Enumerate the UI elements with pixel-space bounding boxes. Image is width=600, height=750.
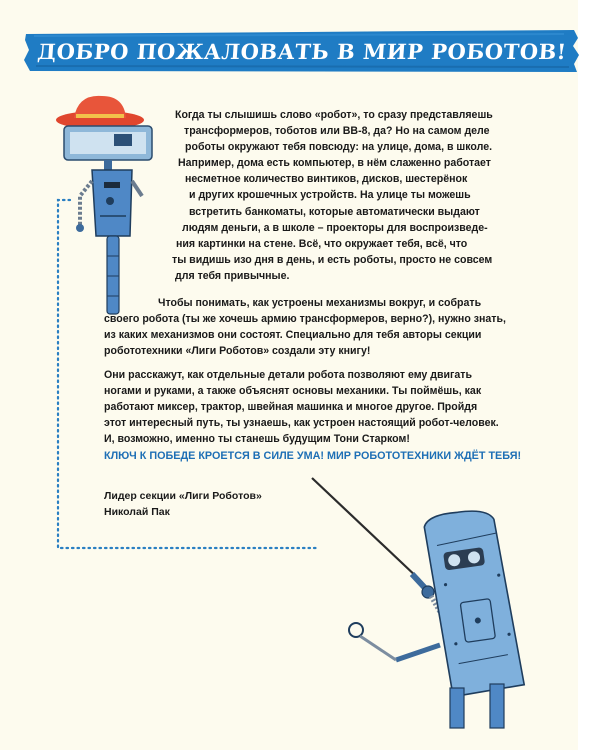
text-line: Они расскажут, как отдельные детали робота позволяют ему двигать <box>104 369 472 381</box>
text-line: И, возможно, именно ты станешь будущим Тони Старком! <box>104 433 410 446</box>
second-paragraph <box>0 295 600 359</box>
text-line: из каких механизмов они состоят. Специально для тебя авторы секции <box>104 329 482 342</box>
slogan-text: КЛЮЧ К ПОБЕДЕ КРОЕТСЯ В СИЛЕ УМА! МИР РОБОТОТЕХНИКИ ЖДЁТ ТЕБЯ! <box>104 450 522 462</box>
text-line: Например, дома есть компьютер, в нём слаженно работает <box>178 157 491 170</box>
text-line: ты видишь изо дня в день, и есть роботы, просто не совсем <box>172 253 493 266</box>
text-line: этот интересный путь, ты узнаешь, как устроен настоящий робот-человек. <box>104 417 499 430</box>
robot-with-pointer-illustration <box>300 470 560 730</box>
author-name: Николай Пак <box>104 506 170 518</box>
text-line: Когда ты слышишь слово «робот», то сразу представляешь <box>175 109 493 121</box>
text-line: несметное количество винтиков, дисков, шестерёнок <box>185 173 468 186</box>
text-line: и других крошечных устройств. На улице ты можешь <box>189 189 471 202</box>
text-line: работают миксер, трактор, швейная машинка и многое другое. Пройдя <box>104 401 478 414</box>
text-line: ния картинки на стене. Всё, что окружает тебя, всё, что <box>176 237 468 250</box>
intro-paragraph <box>0 107 600 284</box>
text-line: ногами и руками, а также объяснят основы механики. Ты поймёшь, как <box>104 385 482 398</box>
text-line: робототехники «Лиги Роботов» создали эту книгу! <box>104 345 371 358</box>
third-paragraph <box>0 367 600 447</box>
text-line: трансформеров, тоботов или BB-8, да? Но на самом деле <box>184 125 490 138</box>
page-title: ДОБРО ПОЖАЛОВАТЬ В МИР РОБОТОВ! <box>36 38 568 64</box>
text-line: роботы окружают тебя повсюду: на улице, дома, в школе. <box>185 141 493 154</box>
author-role: Лидер секции «Лиги Роботов» <box>104 490 262 502</box>
text-line: своего робота (ты же хочешь армию трансформеров, верно?), нужно знать, <box>104 313 506 326</box>
text-line: встретить банкоматы, которые автоматически выдают <box>189 205 480 218</box>
title-banner <box>24 28 580 74</box>
text-line: для тебя привычные. <box>175 269 290 282</box>
author-signature <box>104 488 262 520</box>
text-line: людям деньги, а в школе – проекторы для воспроизведе- <box>182 221 488 234</box>
text-line: Чтобы понимать, как устроены механизмы вокруг, и собрать <box>158 297 482 309</box>
